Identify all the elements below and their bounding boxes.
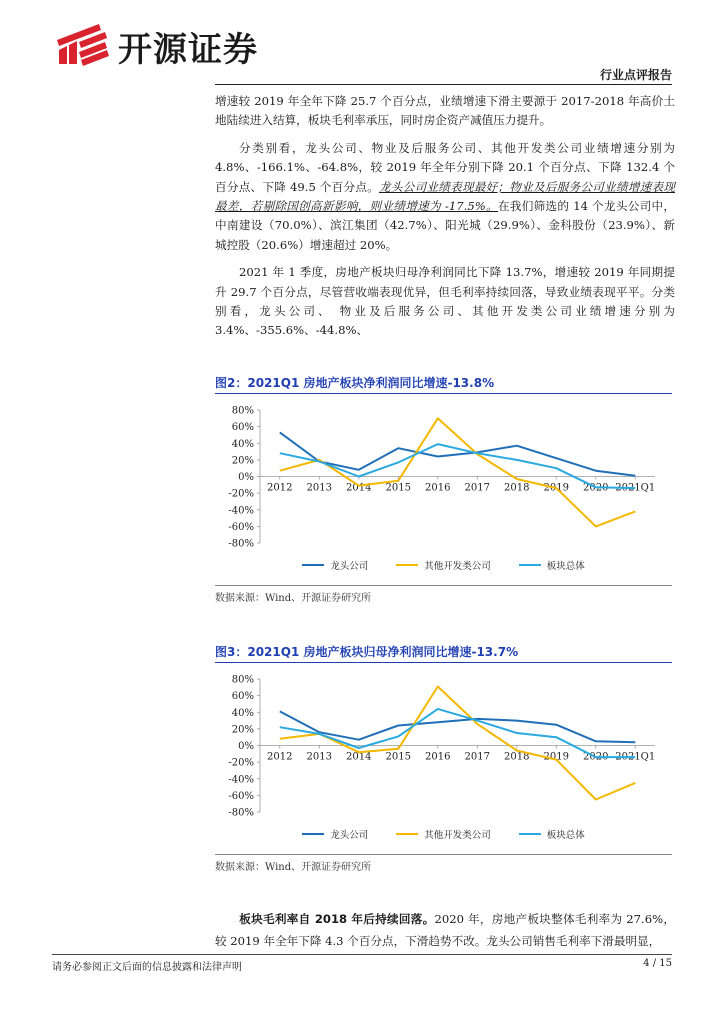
y-tick-label: -60% xyxy=(228,790,254,802)
x-tick-label: 2013 xyxy=(306,751,332,763)
paragraph-4-text: 2020 年，房地产板块整体毛利率为 27.6%，较 2019 年全年下降 4.3 个百分点，下滑趋势不改。龙头公司销售毛利率下滑最明显， xyxy=(215,912,675,948)
legend-label-leaders: 龙头公司 xyxy=(330,561,369,572)
legend-item-leaders xyxy=(302,558,368,572)
paragraph-1: 增速较 2019 年全年下降 25.7 个百分点，业绩增速下滑主要源于 2017-2018 年高价土地陆续进入结算，板块毛利率承压，同时房企资产减值压力提升。 xyxy=(215,94,675,128)
y-tick-label: -20% xyxy=(228,757,254,769)
y-tick-label: 60% xyxy=(231,691,254,703)
x-tick-label: 2017 xyxy=(464,751,490,763)
y-tick-label: -20% xyxy=(228,488,254,500)
x-tick-label: 2014 xyxy=(346,751,372,763)
figure-2-legend xyxy=(215,558,672,572)
figure-2-bottom-rule xyxy=(215,585,672,586)
series-line-s3 xyxy=(280,709,636,757)
page-number: 4 / 15 xyxy=(643,958,672,969)
y-tick-label: -80% xyxy=(228,538,254,550)
footer-divider xyxy=(52,954,672,955)
legend-item-sector-overall xyxy=(519,827,585,841)
x-tick-label: 2021Q1 xyxy=(615,751,656,763)
paragraph-2-intro: 分类别看，龙头公司、物业及后服务公司、其他开发类公司业绩增速分别为 4.8%、-166.1%、-64.8%，较 2019 年全年分别下降 20.1 个百分点、下降 132.4 个百分点、下降 49.5 个百分点。 xyxy=(215,140,675,194)
x-tick-label: 2012 xyxy=(267,482,293,494)
figure-2-plot xyxy=(215,400,672,550)
figure-3-chart xyxy=(215,669,672,849)
legend-label-other-developers: 其他开发类公司 xyxy=(424,830,491,841)
x-tick-label: 2013 xyxy=(306,482,332,494)
y-tick-label: 40% xyxy=(231,438,254,450)
legend-swatch-sector-overall xyxy=(519,564,541,566)
x-tick-label: 2016 xyxy=(425,482,451,494)
legend-swatch-other-developers xyxy=(396,833,418,835)
figure-3-title: 图3：2021Q1 房地产板块归母净利润同比增速-13.7% xyxy=(215,645,519,659)
series-line-s1 xyxy=(280,711,636,742)
paragraph-3: 2021 年 1 季度，房地产板块归母净利润同比下降 13.7%，增速较 2019 年同期提升 29.7 个百分点，尽管营收端表现优异，但毛利率持续回落，导致业绩表现平平。分类别看，龙头公司、 物业及后服务公司、其他开发类公司业绩增速分别为 3.4%、-355.6%、-44.8%、 xyxy=(215,265,675,338)
legend-swatch-sector-overall xyxy=(519,833,541,835)
figure-2-source: 数据来源：Wind、开源证券研究所 xyxy=(215,593,372,604)
brand-name: 开源证券 xyxy=(118,30,258,70)
figure-3-plot xyxy=(215,669,672,819)
x-tick-label: 2016 xyxy=(425,751,451,763)
y-tick-label: 20% xyxy=(231,724,254,736)
paragraph-4 xyxy=(215,908,675,952)
y-tick-label: 80% xyxy=(231,405,254,417)
footer-disclaimer: 请务必参阅正文后面的信息披露和法律声明 xyxy=(52,962,242,973)
series-line-s2 xyxy=(280,687,636,800)
legend-swatch-other-developers xyxy=(396,564,418,566)
kaiyuan-logo-icon xyxy=(55,20,111,68)
legend-label-sector-overall: 板块总体 xyxy=(546,561,585,572)
legend-swatch-leaders xyxy=(302,564,324,566)
x-tick-label: 2021Q1 xyxy=(615,482,656,494)
x-tick-label: 2020 xyxy=(583,751,609,763)
x-tick-label: 2012 xyxy=(267,751,293,763)
paragraph-2-detail: 在我们筛选的 14 个龙头公司中，中南建设（70.0%）、滨江集团（42.7%）、阳光城（29.9%）、金科股份（23.9%）、新城控股（20.6%）增速超过 20%。 xyxy=(215,199,675,252)
y-tick-label: -40% xyxy=(228,774,254,786)
x-tick-label: 2019 xyxy=(543,751,569,763)
header-divider xyxy=(215,84,672,85)
y-tick-label: 0% xyxy=(238,741,254,752)
page-header xyxy=(0,0,724,88)
paragraph-4-heading: 板块毛利率自 2018 年后持续回落。 xyxy=(239,912,435,926)
legend-item-other-developers xyxy=(396,827,491,841)
legend-item-other-developers xyxy=(396,558,491,572)
y-tick-label: 20% xyxy=(231,455,254,467)
x-tick-label: 2017 xyxy=(464,482,490,494)
paragraph-2 xyxy=(215,139,675,255)
y-tick-label: -80% xyxy=(228,807,254,819)
figure-3-rule xyxy=(215,662,672,663)
legend-label-other-developers: 其他开发类公司 xyxy=(424,561,491,572)
legend-item-leaders xyxy=(302,827,368,841)
figure-3-legend xyxy=(215,827,672,841)
figure-2-rule xyxy=(215,393,672,394)
series-line-s2 xyxy=(280,418,636,526)
y-tick-label: -60% xyxy=(228,521,254,533)
legend-item-sector-overall xyxy=(519,558,585,572)
y-tick-label: -40% xyxy=(228,505,254,517)
figure-2-title: 图2：2021Q1 房地产板块净利润同比增速-13.8% xyxy=(215,376,495,390)
x-tick-label: 2020 xyxy=(583,482,609,494)
x-tick-label: 2015 xyxy=(385,482,411,494)
x-tick-label: 2018 xyxy=(504,482,530,494)
x-tick-label: 2015 xyxy=(385,751,411,763)
body-text-top xyxy=(215,92,675,349)
figure-3-bottom-rule xyxy=(215,854,672,855)
y-tick-label: 40% xyxy=(231,707,254,719)
x-tick-label: 2018 xyxy=(504,751,530,763)
x-tick-label: 2019 xyxy=(543,482,569,494)
x-tick-label: 2014 xyxy=(346,482,372,494)
y-tick-label: 80% xyxy=(231,674,254,686)
y-tick-label: 0% xyxy=(238,472,254,483)
legend-label-leaders: 龙头公司 xyxy=(330,830,369,841)
report-type-label: 行业点评报告 xyxy=(599,68,672,82)
figure-3-source: 数据来源：Wind、开源证券研究所 xyxy=(215,862,372,873)
legend-label-sector-overall: 板块总体 xyxy=(546,830,585,841)
paragraph-2-highlight: 龙头公司业绩表现最好；物业及后服务公司业绩增速表现最差，若剔除国创高新影响，则业绩增速为 -17.5%。 xyxy=(215,179,675,214)
figure-2-chart xyxy=(215,400,672,580)
y-tick-label: 60% xyxy=(231,422,254,434)
legend-swatch-leaders xyxy=(302,833,324,835)
